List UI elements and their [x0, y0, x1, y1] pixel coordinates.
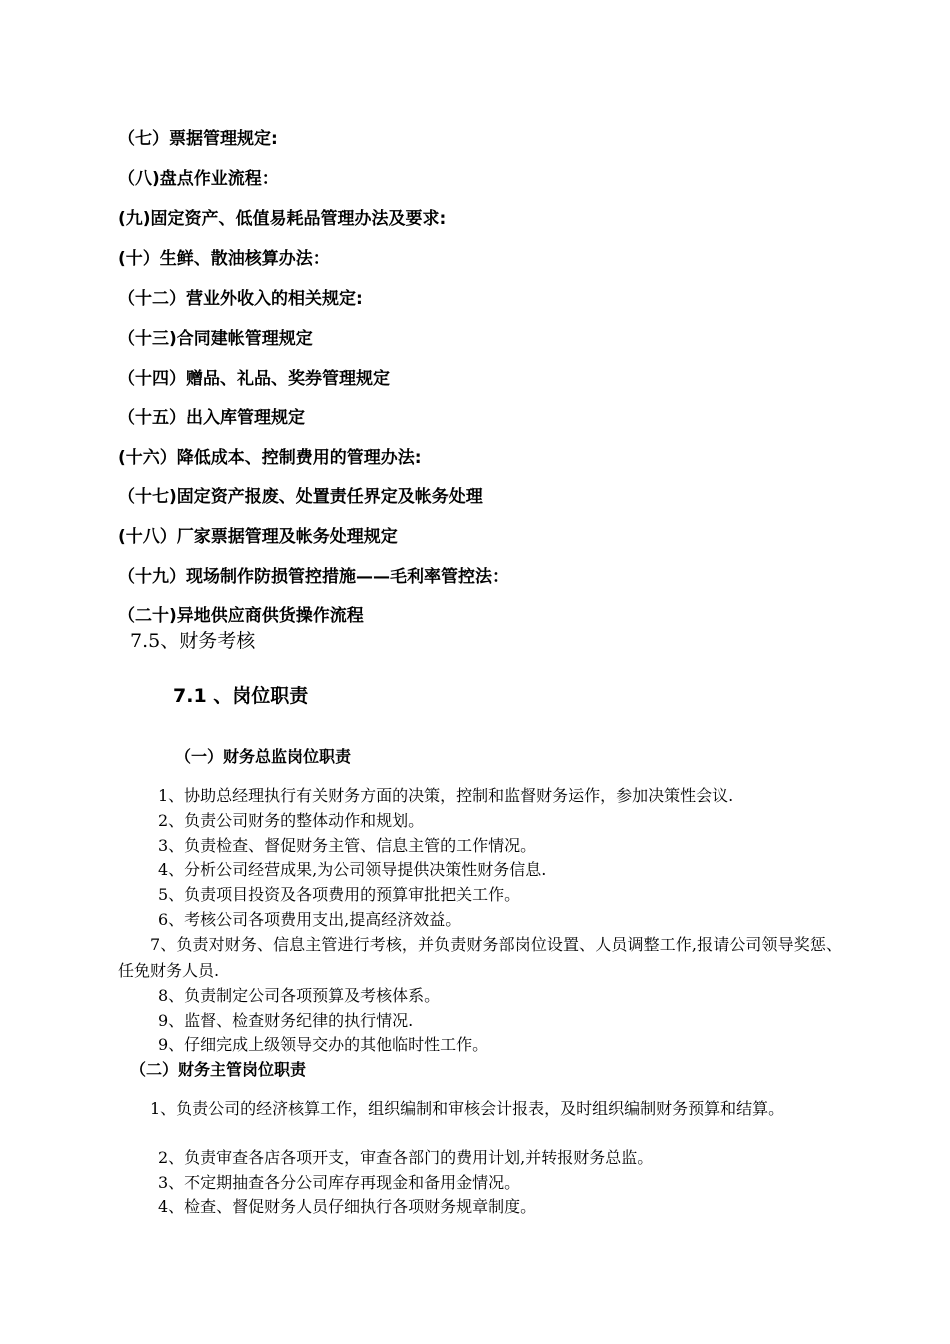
list-item: 2、负责审查各店各项开支，审查各部门的费用计划,并转报财务总监。: [158, 1148, 654, 1167]
list-item: 8、负责制定公司各项预算及考核体系。: [158, 986, 441, 1005]
list-item: 1、协助总经理执行有关财务方面的决策，控制和监督财务运作，参加决策性会议.: [158, 786, 734, 805]
list-item: 1、负责公司的经济核算工作，组织编制和审核会计报表，及时组织编制财务预算和结算。: [150, 1099, 785, 1118]
section-15: （十五）出入库管理规定: [118, 408, 305, 428]
section-7: （七）票据管理规定:: [118, 129, 278, 149]
list-item: 3、负责检查、督促财务主管、信息主管的工作情况。: [158, 836, 537, 855]
subheading-cfo-duties: （一）财务总监岗位职责: [175, 747, 352, 766]
section-18: (十八）厂家票据管理及帐务处理规定: [118, 527, 398, 547]
section-12: （十二）营业外收入的相关规定:: [118, 289, 363, 309]
section-19: （十九）现场制作防损管控措施——毛利率管控法：: [118, 567, 509, 587]
section-14: （十四）赠品、礼品、奖券管理规定: [118, 369, 390, 389]
list-item: 3、不定期抽查各分公司库存再现金和备用金情况。: [158, 1173, 521, 1192]
list-item: 5、负责项目投资及各项费用的预算审批把关工作。: [158, 885, 521, 904]
section-16: (十六）降低成本、控制费用的管理办法:: [118, 448, 422, 468]
subheading-finance-supervisor-duties: （二）财务主管岗位职责: [130, 1060, 307, 1079]
list-item: 9、仔细完成上级领导交办的其他临时性工作。: [158, 1035, 489, 1054]
list-item: 4、检查、督促财务人员仔细执行各项财务规章制度。: [158, 1197, 537, 1216]
list-item: 9、监督、检查财务纪律的执行情况.: [158, 1011, 414, 1030]
section-8: （八)盘点作业流程：: [118, 169, 279, 189]
list-item: 2、负责公司财务的整体动作和规划。: [158, 811, 425, 830]
heading-job-duties: 7.1 、岗位职责: [173, 685, 309, 707]
section-9: (九)固定资产、低值易耗品管理办法及要求:: [118, 209, 447, 229]
list-item: 6、考核公司各项费用支出,提高经济效益。: [158, 910, 462, 929]
section-10: (十）生鲜、散油核算办法：: [118, 249, 330, 269]
section-17: （十七)固定资产报废、处置责任界定及帐务处理: [118, 487, 483, 507]
list-item: 7、负责对财务、信息主管进行考核，并负责财务部岗位设置、人员调整工作,报请公司领导奖惩、任免财务人员.: [118, 935, 842, 980]
section-13: （十三)合同建帐管理规定: [118, 329, 313, 349]
heading-finance-assessment: 7.5、财务考核: [130, 630, 256, 652]
section-20: （二十)异地供应商供货操作流程: [118, 606, 364, 626]
list-item: 4、分析公司经营成果,为公司领导提供决策性财务信息.: [158, 860, 547, 879]
